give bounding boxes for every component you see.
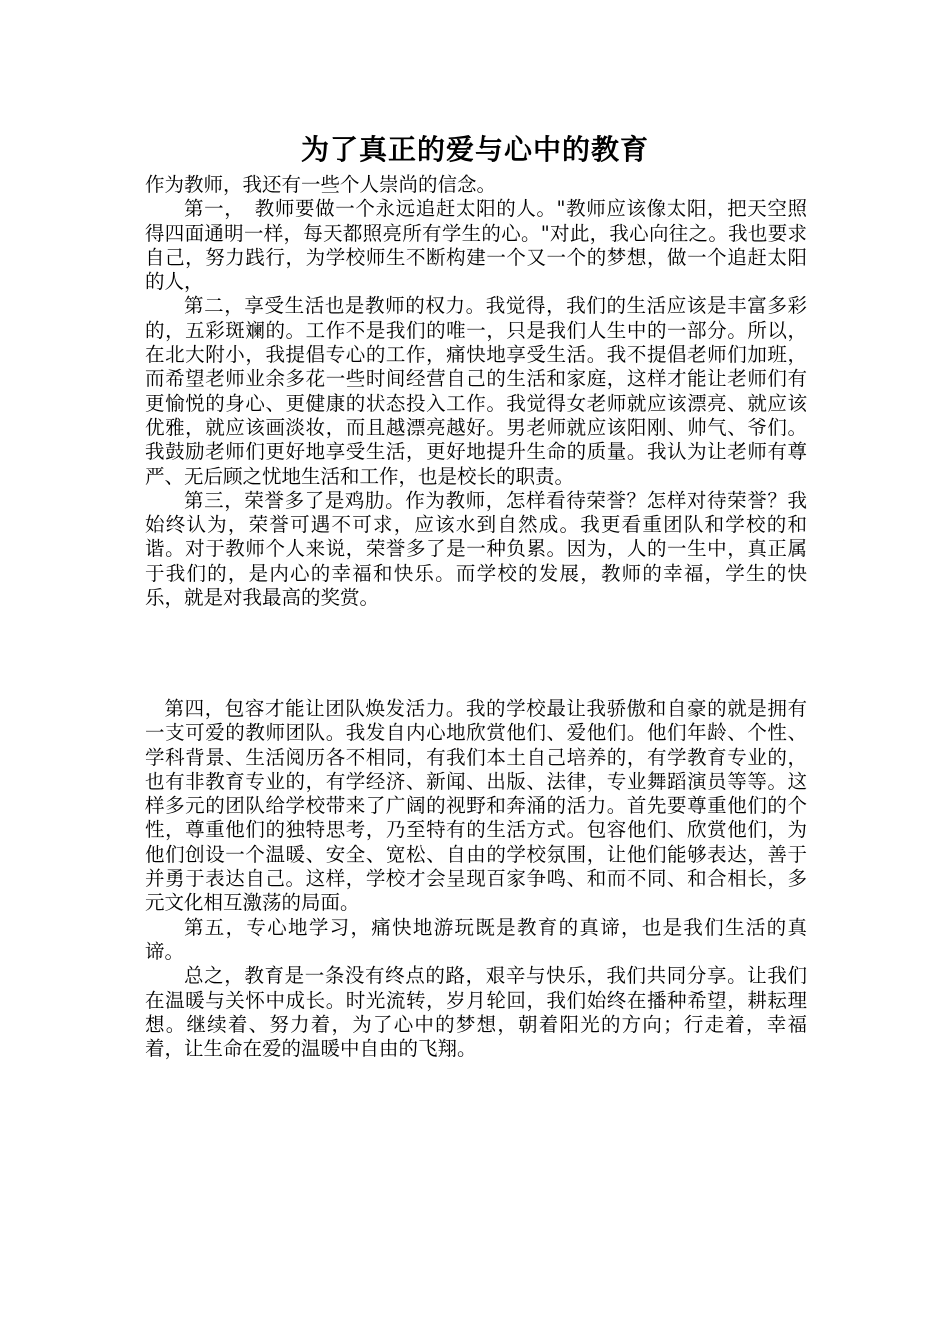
- document-title: 为了真正的爱与心中的教育: [300, 133, 649, 166]
- paragraph-first: 第一， 教师要做一个永远追赶太阳的人。"教师应该像太阳，把天空照得四面通明一样，每天都照亮所有学生的心。"对此，我心向往之。我也要求自己，努力践行，为学校师生不断构建一个又一个的梦想，做一个追赶太阳的人，: [145, 197, 807, 294]
- paragraph-fourth: 第四，包容才能让团队焕发活力。我的学校最让我骄傲和自豪的就是拥有一支可爱的教师团队。我发自内心地欣赏他们、爱他们。他们年龄、个性、学科背景、生活阅历各不相同，有我们本土自己培养的，有学教育专业的，也有非教育专业的，有学经济、新闻、出版、法律，专业舞蹈演员等等。这样多元的团队给学校带来了广阔的视野和奔涌的活力。首先要尊重他们的个性，尊重他们的独特思考，乃至特有的生活方式。包容他们、欣赏他们，为他们创设一个温暖、安全、宽松、自由的学校氛围，让他们能够表达，善于并勇于表达自己。这样，学校才会呈现百家争鸣、和而不同、和合相长，多元文化相互激荡的局面。: [145, 697, 807, 915]
- body-section-1: [145, 173, 807, 610]
- body-section-2: [145, 697, 807, 1061]
- paragraph-second: 第二，享受生活也是教师的权力。我觉得，我们的生活应该是丰富多彩的，五彩斑斓的。工作不是我们的唯一，只是我们人生中的一部分。所以，在北大附小，我提倡专心的工作，痛快地享受生活。我不提倡老师们加班，而希望老师业余多花一些时间经营自己的生活和家庭，这样才能让老师们有更愉悦的身心、更健康的状态投入工作。我觉得女老师就应该漂亮、就应该优雅，就应该画淡妆，而且越漂亮越好。男老师就应该阳刚、帅气、爷们。我鼓励老师们更好地享受生活，更好地提升生命的质量。我认为让老师有尊严、无后顾之忧地生活和工作，也是校长的职责。: [145, 294, 807, 488]
- paragraph-conclusion: 总之，教育是一条没有终点的路，艰辛与快乐，我们共同分享。让我们在温暖与关怀中成长。时光流转，岁月轮回，我们始终在播种希望，耕耘理想。继续着、努力着，为了心中的梦想，朝着阳光的方向；行走着，幸福着，让生命在爱的温暖中自由的飞翔。: [145, 964, 807, 1061]
- intro-paragraph: 作为教师，我还有一些个人崇尚的信念。: [145, 173, 497, 196]
- paragraph-fifth: 第五，专心地学习，痛快地游玩既是教育的真谛，也是我们生活的真谛。: [145, 915, 807, 963]
- paragraph-third: 第三，荣誉多了是鸡肋。作为教师，怎样看待荣誉？怎样对待荣誉？我始终认为，荣誉可遇不可求，应该水到自然成。我更看重团队和学校的和谐。对于教师个人来说，荣誉多了是一种负累。因为，人的一生中，真正属于我们的，是内心的幸福和快乐。而学校的发展，教师的幸福，学生的快乐，就是对我最高的奖赏。: [145, 488, 807, 610]
